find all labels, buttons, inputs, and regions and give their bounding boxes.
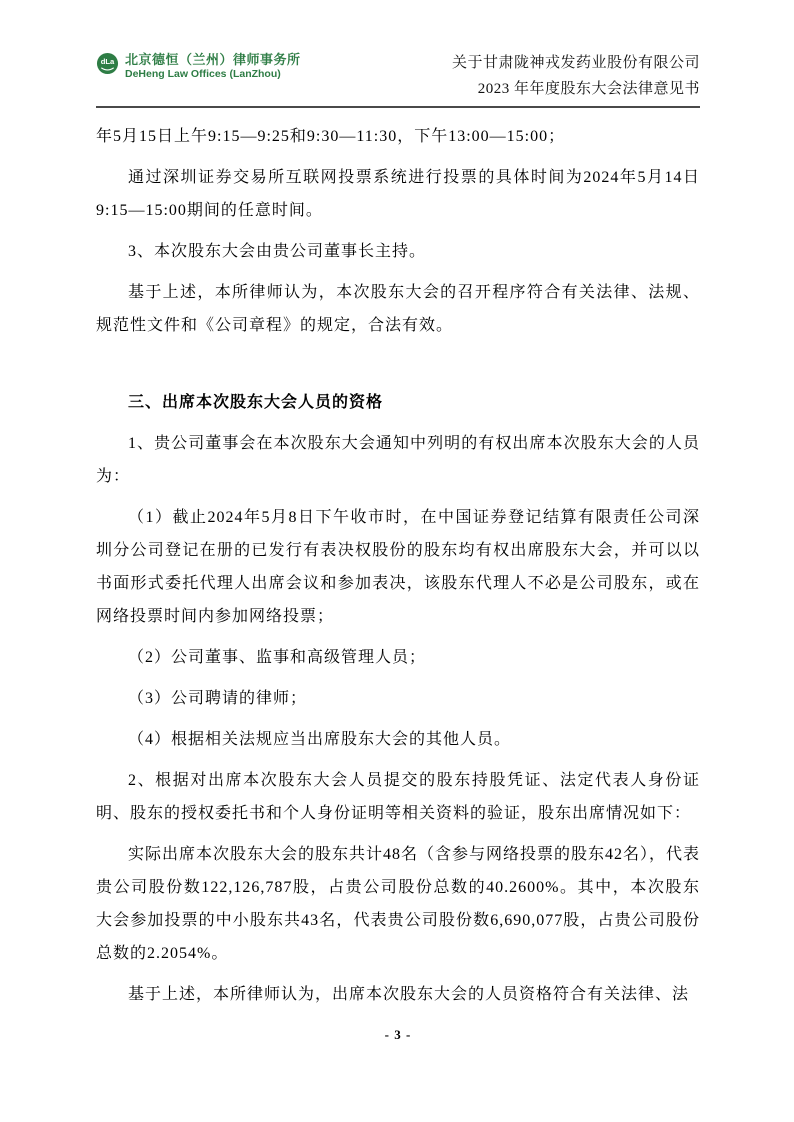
paragraph: （4）根据相关法规应当出席股东大会的其他人员。 xyxy=(128,731,512,748)
paragraph: 通过深圳证券交易所互联网投票系统进行投票的具体时间为2024年5月14日9:15—15:00期间的任意时间。 xyxy=(96,169,700,219)
law-firm-names xyxy=(125,52,301,81)
doc-ref-line2: 2023 年年度股东大会法律意见书 xyxy=(477,81,700,97)
paragraph: 实际出席本次股东大会的股东共计48名（含参与网络投票的股东42名），代表贵公司股份数122,126,787股，占贵公司股份总数的40.2600%。其中，本次股东大会参加投票的中小股东共43名，代表贵公司股份数6,690,077股，占贵公司股份总数的2.2054%。 xyxy=(96,846,701,962)
firm-name-en: DeHeng Law Offices (LanZhou) xyxy=(125,68,281,80)
paragraph: 年5月15日上午9:15—9:25和9:30—11:30，下午13:00—15:00； xyxy=(96,128,566,145)
document-header xyxy=(96,0,700,108)
paragraph: 基于上述，本所律师认为，出席本次股东大会的人员资格符合有关法律、法 xyxy=(128,986,690,1003)
doc-ref-line1: 关于甘肃陇神戎发药业股份有限公司 xyxy=(451,55,700,71)
paragraph: （2）公司董事、监事和高级管理人员； xyxy=(128,649,427,666)
section-heading: 三、出席本次股东大会人员的资格 xyxy=(128,394,384,411)
paragraph: 2、根据对出席本次股东大会人员提交的股东持股凭证、法定代表人身份证明、股东的授权委托书和个人身份证明等相关资料的验证，股东出席情况如下： xyxy=(96,772,700,822)
document-reference xyxy=(452,50,700,102)
paragraph: 3、本次股东大会由贵公司董事长主持。 xyxy=(128,243,427,260)
paragraph: 1、贵公司董事会在本次股东大会通知中列明的有权出席本次股东大会的人员为： xyxy=(96,435,700,485)
firm-name-cn: 北京德恒（兰州）律师事务所 xyxy=(125,52,301,67)
document-body xyxy=(96,108,700,1011)
paragraph: 基于上述，本所律师认为，本次股东大会的召开程序符合有关法律、法规、规范性文件和《公司章程》的规定，合法有效。 xyxy=(96,284,700,334)
svg-text:dLa: dLa xyxy=(100,56,115,66)
deheng-seal-icon xyxy=(96,52,119,75)
page-footer xyxy=(96,1027,700,1043)
page-number: - 3 - xyxy=(384,1027,412,1042)
law-firm-identity xyxy=(96,52,301,81)
paragraph: （1）截止2024年5月8日下午收市时，在中国证券登记结算有限责任公司深圳分公司登记在册的已发行有表决权股份的股东均有权出席股东大会，并可以以书面形式委托代理人出席会议和参加表决，该股东代理人不必是公司股东，或在网络投票时间内参加网络投票； xyxy=(96,509,700,625)
paragraph: （3）公司聘请的律师； xyxy=(128,690,308,707)
